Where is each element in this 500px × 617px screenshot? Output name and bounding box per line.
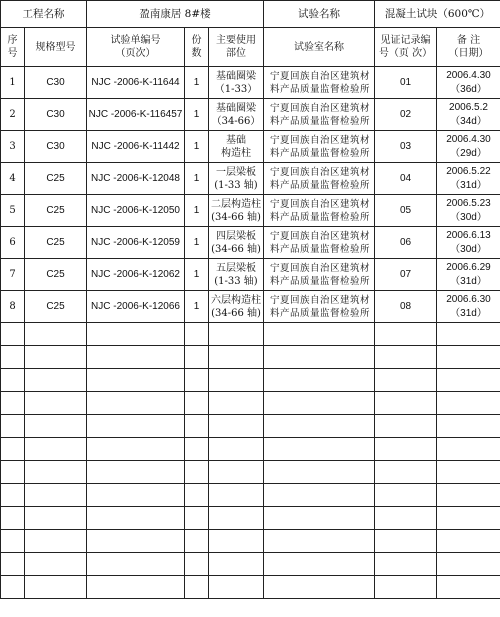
row-remark: 2006.5.2 （34d）	[437, 99, 500, 131]
empty-rows	[1, 323, 500, 599]
empty-cell	[25, 346, 87, 369]
row-part: 基础 构造柱	[209, 131, 264, 163]
empty-cell	[264, 553, 375, 576]
empty-cell	[185, 438, 209, 461]
empty-cell	[375, 507, 437, 530]
test-label: 试验名称	[264, 1, 375, 28]
row-spec: C25	[25, 195, 87, 227]
row-lab: 宁夏回族自治区建筑材 料产品质量监督检验所	[264, 163, 375, 195]
empty-cell	[1, 461, 25, 484]
empty-cell	[25, 530, 87, 553]
empty-cell	[1, 507, 25, 530]
row-lab: 宁夏回族自治区建筑材 料产品质量监督检验所	[264, 291, 375, 323]
empty-cell	[87, 438, 185, 461]
row-report-no: NJC -2006-K-11442	[87, 131, 185, 163]
row-copies: 1	[185, 291, 209, 323]
table-row	[1, 195, 500, 227]
empty-cell	[375, 484, 437, 507]
empty-cell	[87, 392, 185, 415]
row-report-no: NJC -2006-K-12066	[87, 291, 185, 323]
row-copies: 1	[185, 227, 209, 259]
empty-cell	[209, 346, 264, 369]
empty-cell	[25, 323, 87, 346]
empty-row	[1, 392, 500, 415]
col-lab: 试验室名称	[264, 28, 375, 67]
row-copies: 1	[185, 131, 209, 163]
row-copies: 1	[185, 99, 209, 131]
table-row	[1, 163, 500, 195]
empty-cell	[25, 438, 87, 461]
row-seq: 7	[1, 259, 25, 291]
row-part: 四层梁板 (34-66 轴)	[209, 227, 264, 259]
row-witness: 01	[375, 67, 437, 99]
col-witness: 见证记录编 号（页 次）	[375, 28, 437, 67]
empty-cell	[87, 323, 185, 346]
row-seq: 6	[1, 227, 25, 259]
row-seq: 3	[1, 131, 25, 163]
empty-cell	[264, 392, 375, 415]
empty-cell	[437, 346, 500, 369]
table-row	[1, 227, 500, 259]
col-remark: 备 注 （日期）	[437, 28, 500, 67]
empty-cell	[87, 415, 185, 438]
row-part: 基础圈梁 （34-66）	[209, 99, 264, 131]
table-row	[1, 259, 500, 291]
empty-cell	[25, 507, 87, 530]
empty-cell	[209, 530, 264, 553]
empty-cell	[437, 553, 500, 576]
empty-row	[1, 461, 500, 484]
row-witness: 07	[375, 259, 437, 291]
empty-cell	[185, 415, 209, 438]
empty-cell	[25, 392, 87, 415]
row-spec: C25	[25, 259, 87, 291]
row-seq: 1	[1, 67, 25, 99]
empty-row	[1, 415, 500, 438]
empty-cell	[375, 553, 437, 576]
empty-cell	[1, 438, 25, 461]
empty-cell	[264, 438, 375, 461]
empty-row	[1, 346, 500, 369]
empty-cell	[264, 576, 375, 599]
empty-cell	[87, 346, 185, 369]
row-lab: 宁夏回族自治区建筑材 料产品质量监督检验所	[264, 99, 375, 131]
empty-cell	[375, 346, 437, 369]
empty-cell	[209, 392, 264, 415]
empty-row	[1, 507, 500, 530]
column-header-row	[1, 28, 500, 67]
empty-cell	[437, 415, 500, 438]
test-name: 混凝土试块（600℃）	[375, 1, 500, 28]
empty-cell	[264, 484, 375, 507]
empty-cell	[87, 484, 185, 507]
empty-cell	[209, 415, 264, 438]
empty-cell	[25, 369, 87, 392]
empty-cell	[25, 576, 87, 599]
empty-cell	[87, 530, 185, 553]
row-copies: 1	[185, 67, 209, 99]
empty-cell	[185, 553, 209, 576]
col-seq: 序 号	[1, 28, 25, 67]
empty-cell	[1, 369, 25, 392]
col-spec: 规格型号	[25, 28, 87, 67]
empty-cell	[209, 461, 264, 484]
row-report-no: NJC -2006-K-12050	[87, 195, 185, 227]
empty-cell	[375, 369, 437, 392]
project-name: 盈南康居 8#楼	[87, 1, 264, 28]
empty-cell	[87, 553, 185, 576]
row-report-no: NJC -2006-K-116457	[87, 99, 185, 131]
empty-cell	[87, 576, 185, 599]
row-lab: 宁夏回族自治区建筑材 料产品质量监督检验所	[264, 259, 375, 291]
empty-cell	[375, 461, 437, 484]
empty-cell	[209, 369, 264, 392]
empty-cell	[437, 461, 500, 484]
empty-cell	[375, 438, 437, 461]
row-seq: 8	[1, 291, 25, 323]
header-row	[1, 1, 500, 28]
empty-cell	[25, 484, 87, 507]
empty-cell	[25, 415, 87, 438]
empty-row	[1, 530, 500, 553]
row-spec: C25	[25, 163, 87, 195]
empty-cell	[25, 461, 87, 484]
row-witness: 05	[375, 195, 437, 227]
empty-cell	[437, 576, 500, 599]
row-lab: 宁夏回族自治区建筑材 料产品质量监督检验所	[264, 227, 375, 259]
row-witness: 06	[375, 227, 437, 259]
empty-cell	[437, 507, 500, 530]
empty-cell	[185, 576, 209, 599]
row-spec: C30	[25, 99, 87, 131]
empty-row	[1, 369, 500, 392]
empty-row	[1, 553, 500, 576]
data-rows	[1, 67, 500, 323]
empty-cell	[264, 415, 375, 438]
col-copies: 份 数	[185, 28, 209, 67]
empty-cell	[1, 323, 25, 346]
row-report-no: NJC -2006-K-11644	[87, 67, 185, 99]
table-row	[1, 291, 500, 323]
row-remark: 2006.4.30 （36d）	[437, 67, 500, 99]
empty-cell	[209, 507, 264, 530]
empty-cell	[375, 323, 437, 346]
row-spec: C30	[25, 131, 87, 163]
row-witness: 02	[375, 99, 437, 131]
row-remark: 2006.6.30 （31d）	[437, 291, 500, 323]
empty-cell	[209, 484, 264, 507]
row-witness: 04	[375, 163, 437, 195]
row-copies: 1	[185, 163, 209, 195]
row-report-no: NJC -2006-K-12062	[87, 259, 185, 291]
row-copies: 1	[185, 195, 209, 227]
table-row	[1, 131, 500, 163]
row-part: 五层梁板 (1-33 轴)	[209, 259, 264, 291]
row-lab: 宁夏回族自治区建筑材 料产品质量监督检验所	[264, 195, 375, 227]
empty-cell	[209, 323, 264, 346]
row-copies: 1	[185, 259, 209, 291]
row-remark: 2006.5.22 （31d）	[437, 163, 500, 195]
row-report-no: NJC -2006-K-12059	[87, 227, 185, 259]
empty-row	[1, 323, 500, 346]
row-part: 六层构造柱 (34-66 轴)	[209, 291, 264, 323]
col-report-no: 试验单编号 （页次）	[87, 28, 185, 67]
empty-cell	[437, 323, 500, 346]
empty-cell	[185, 461, 209, 484]
empty-cell	[437, 392, 500, 415]
row-report-no: NJC -2006-K-12048	[87, 163, 185, 195]
empty-cell	[1, 553, 25, 576]
row-lab: 宁夏回族自治区建筑材 料产品质量监督检验所	[264, 131, 375, 163]
row-part: 一层梁板 (1-33 轴)	[209, 163, 264, 195]
empty-cell	[1, 346, 25, 369]
empty-cell	[375, 576, 437, 599]
empty-cell	[437, 484, 500, 507]
empty-cell	[264, 323, 375, 346]
empty-row	[1, 438, 500, 461]
empty-cell	[264, 461, 375, 484]
empty-cell	[185, 530, 209, 553]
row-seq: 2	[1, 99, 25, 131]
empty-row	[1, 576, 500, 599]
empty-cell	[87, 369, 185, 392]
empty-cell	[437, 438, 500, 461]
empty-cell	[264, 346, 375, 369]
empty-cell	[87, 507, 185, 530]
empty-cell	[375, 530, 437, 553]
row-remark: 2006.5.23 （30d）	[437, 195, 500, 227]
empty-cell	[1, 415, 25, 438]
table-row	[1, 99, 500, 131]
empty-cell	[264, 530, 375, 553]
empty-row	[1, 484, 500, 507]
empty-cell	[185, 392, 209, 415]
empty-cell	[437, 369, 500, 392]
project-label: 工程名称	[1, 1, 87, 28]
row-remark: 2006.6.29 （31d）	[437, 259, 500, 291]
empty-cell	[1, 484, 25, 507]
empty-cell	[87, 461, 185, 484]
empty-cell	[185, 507, 209, 530]
row-remark: 2006.6.13 （30d）	[437, 227, 500, 259]
row-spec: C25	[25, 227, 87, 259]
empty-cell	[209, 438, 264, 461]
row-spec: C30	[25, 67, 87, 99]
empty-cell	[185, 323, 209, 346]
row-witness: 08	[375, 291, 437, 323]
col-part: 主要使用 部位	[209, 28, 264, 67]
empty-cell	[1, 392, 25, 415]
empty-cell	[375, 392, 437, 415]
row-lab: 宁夏回族自治区建筑材 料产品质量监督检验所	[264, 67, 375, 99]
empty-cell	[264, 507, 375, 530]
empty-cell	[375, 415, 437, 438]
empty-cell	[209, 553, 264, 576]
table-row	[1, 67, 500, 99]
empty-cell	[185, 484, 209, 507]
empty-cell	[185, 369, 209, 392]
empty-cell	[209, 576, 264, 599]
empty-cell	[1, 530, 25, 553]
row-remark: 2006.4.30 （29d）	[437, 131, 500, 163]
row-witness: 03	[375, 131, 437, 163]
empty-cell	[185, 346, 209, 369]
row-seq: 5	[1, 195, 25, 227]
row-seq: 4	[1, 163, 25, 195]
empty-cell	[1, 576, 25, 599]
row-part: 基础圈梁 （1-33）	[209, 67, 264, 99]
row-spec: C25	[25, 291, 87, 323]
empty-cell	[437, 530, 500, 553]
row-part: 二层构造柱 (34-66 轴)	[209, 195, 264, 227]
empty-cell	[25, 553, 87, 576]
empty-cell	[264, 369, 375, 392]
